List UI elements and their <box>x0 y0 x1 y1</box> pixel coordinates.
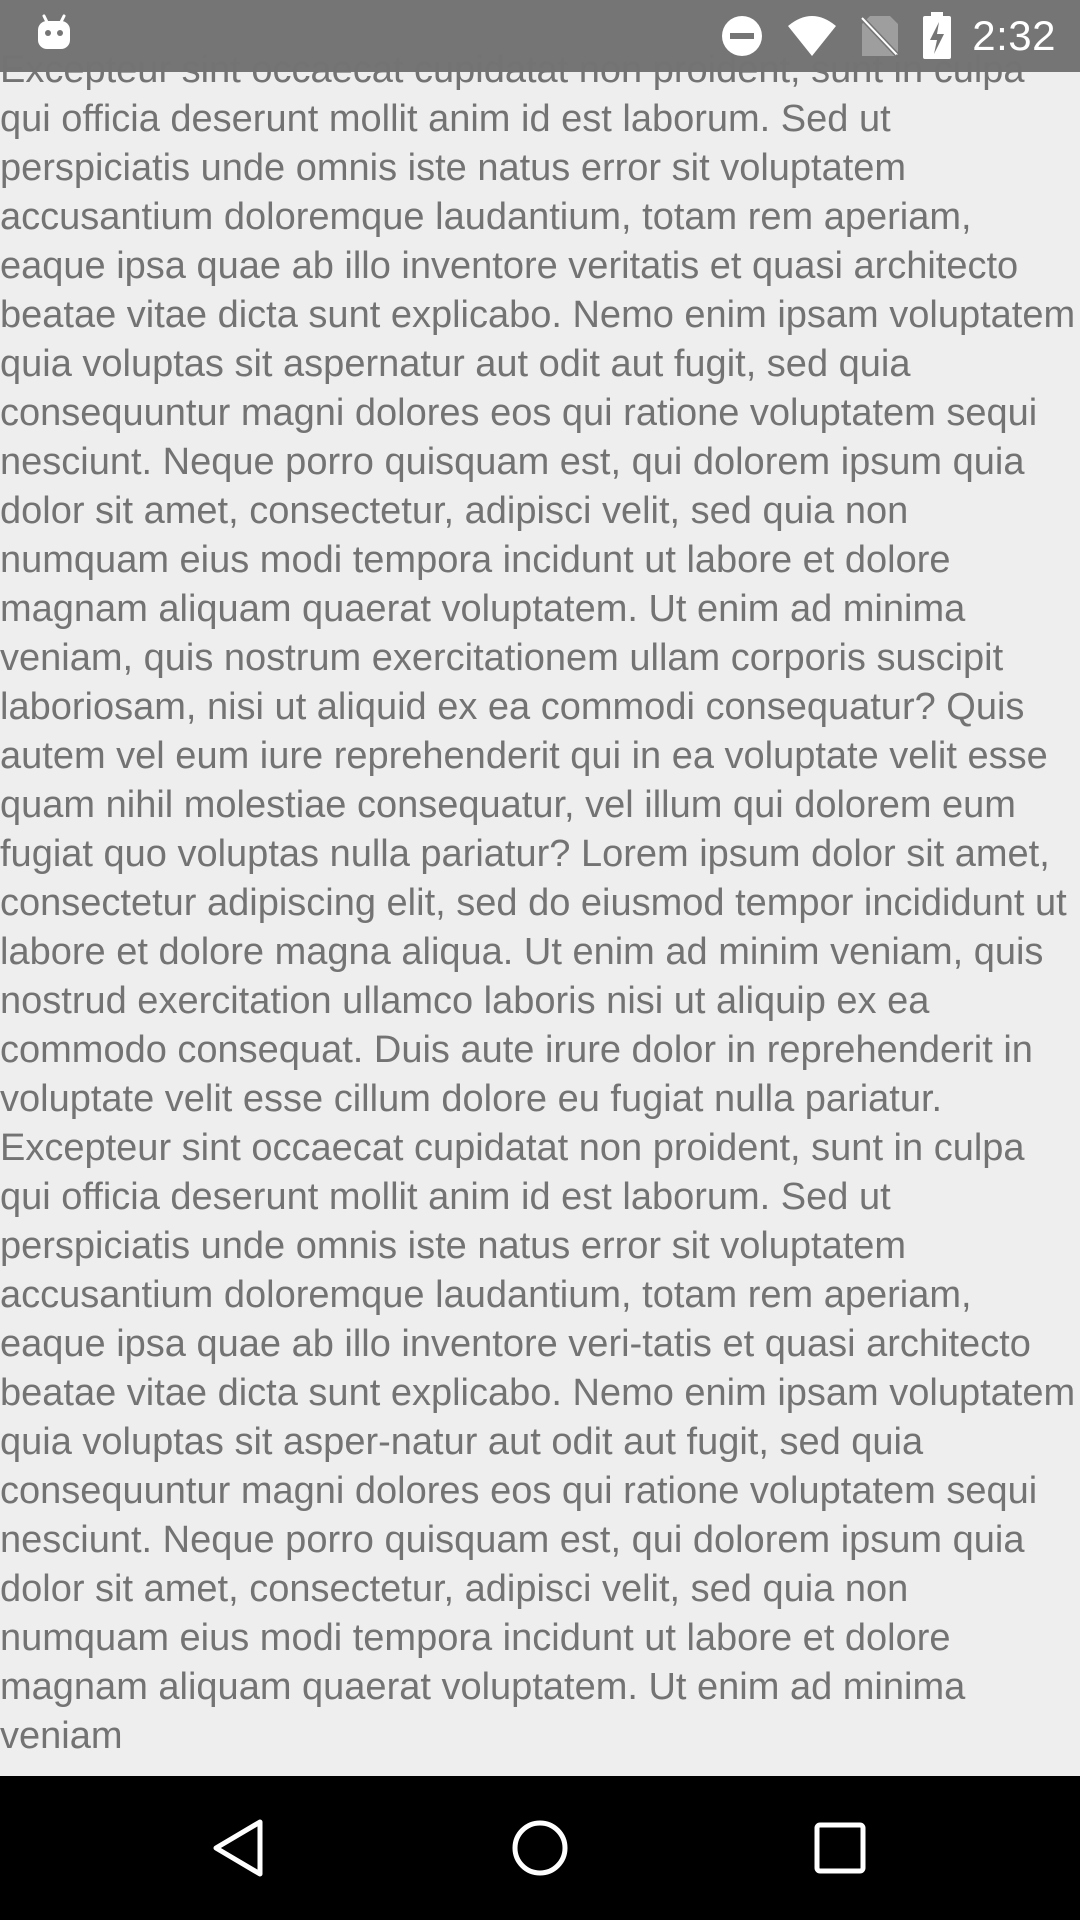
navigation-bar <box>0 1776 1080 1920</box>
back-button[interactable] <box>140 1776 340 1920</box>
home-icon <box>510 1818 570 1878</box>
recents-icon <box>812 1820 868 1876</box>
body-text: Excepteur sint occaecat cupidatat non proident, sunt in culpa qui officia deserunt mollit anim id est laborum. Sed ut perspiciatis unde omnis iste natus error sit voluptatem accusantium doloremque laudantium, totam rem aperiam, eaque ipsa quae ab illo inventore veritatis et quasi architecto beatae vitae dicta sunt explicabo. Nemo enim ipsam voluptatem quia voluptas sit aspernatur aut odit aut fugit, sed quia consequuntur magni dolores eos qui ratione voluptatem sequi nesciunt. Neque porro quisquam est, qui dolorem ipsum quia dolor sit amet, consectetur, adipisci velit, sed quia non numquam eius modi tempora incidunt ut labore et dolore magnam aliquam quaerat voluptatem. Ut enim ad minima veniam, quis nostrum exercitationem ullam corporis suscipit laboriosam, nisi ut aliquid ex ea commodi consequatur? Quis autem vel eum iure reprehenderit qui in ea voluptate velit esse quam nihil molestiae consequatur, vel illum qui dolorem eum fugiat quo voluptas nulla pariatur? Lorem ipsum dolor sit amet, consectetur adipiscing elit, sed do eiusmod tempor incididunt ut labore et dolore magna aliqua. Ut enim ad minim veniam, quis nostrud exercitation ullamco laboris nisi ut aliquip ex ea commodo consequat. Duis aute irure dolor in reprehenderit in voluptate velit esse cillum dolore eu fugiat nulla pariatur. Excepteur sint occaecat cupidatat non proident, sunt in culpa qui officia deserunt mollit anim id est laborum. Sed ut perspiciatis unde omnis iste natus error sit voluptatem accusantium doloremque laudantium, totam rem aperiam, eaque ipsa quae ab illo inventore veri-tatis et quasi architecto beatae vitae dicta sunt explicabo. Nemo enim ipsam voluptatem quia voluptas sit asper-natur aut odit aut fugit, sed quia consequuntur magni dolores eos qui ratione voluptatem sequi nesciunt. Neque porro quisquam est, qui dolorem ipsum quia dolor sit amet, consectetur, adipisci velit, sed quia non numquam eius modi tempora incidunt ut labore et dolore magnam aliquam quaerat voluptatem. Ut enim ad minima veniam <box>0 49 1076 1757</box>
back-icon <box>210 1818 270 1878</box>
recents-button[interactable] <box>740 1776 940 1920</box>
status-time: 2:32 <box>972 12 1056 59</box>
scrollable-text-view[interactable] <box>0 49 1080 1776</box>
home-button[interactable] <box>440 1776 640 1920</box>
